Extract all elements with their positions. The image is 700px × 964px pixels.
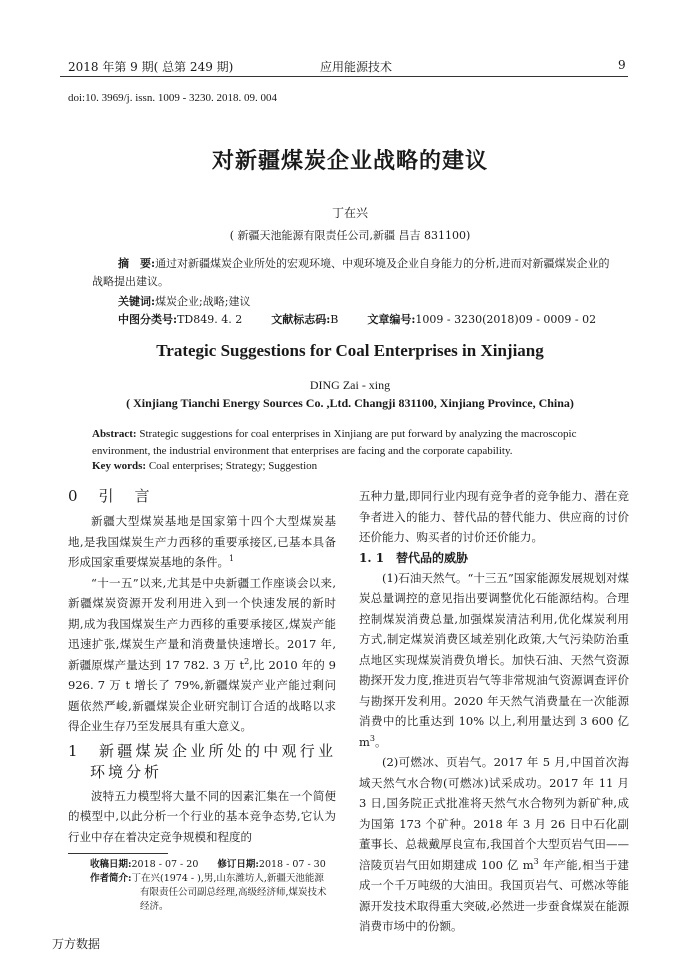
paragraph: 波特五力模型将大量不同的因素汇集在一个简便的模型中,以此分析一个行业的基本竞争态势,它认为行业中存在着决定竞争规模和程度的 bbox=[68, 788, 336, 844]
section-0-heading: 0 引 言 bbox=[68, 487, 153, 505]
abstract-en-text: Strategic suggestions for coal enterprises in Xinjiang are put forward by analyzing the macroscopic environment, the industrial environment that enterprises are facing and the corporate capability. bbox=[92, 428, 577, 457]
abstract-cn-label: 摘 要: bbox=[118, 257, 156, 270]
doi: doi:10. 3969/j. issn. 1009 - 3230. 2018. 09. 004 bbox=[68, 92, 278, 104]
rc-p1-text: (1)石油天然气。“十三五”国家能源发展规划对煤炭总量调控的意见指出要调整优化石能源结构。合理控制煤炭消费总量,加强煤炭清洁利用,优化煤炭利用方式,制定煤炭消费区域差别化政策,大气污染防治重点地区实现煤炭消费负增长。加快石油、天然气资源勘探开发力度,推进页岩气等非常规油气资源调查评价与勘探开发利用。2020 年天然气消费量在一次能源消费中的比重达到 10% 以上,利用量达到 3 600 亿 m bbox=[359, 570, 629, 749]
superscript: 3 bbox=[369, 733, 375, 743]
article-no-value: 1009 - 3230(2018)09 - 0009 - 02 bbox=[415, 313, 597, 326]
rc-p2-text: (2)可燃冰、页岩气。2017 年 5 月,中国首次海域天然气水合物(可燃冰)试采成功。2017 年 11 月 3 日,国务院正式批准将天然气水合物列为新矿种,成为国第 173 个矿种。2018 年 3 月 26 日中石化副董事长、总裁戴厚良宣布,我国首个大型页岩气田——涪陵页岩气田如期建成 100 亿 m bbox=[359, 755, 629, 872]
rc-p1-end: 。 bbox=[375, 734, 387, 749]
subsection-heading: 1. 1 替代品的威胁 bbox=[359, 550, 469, 565]
affiliation-en: ( Xinjiang Tianchi Energy Sources Co. ,Ltd. Changji 831100, Xinjiang Province, China) bbox=[126, 396, 574, 410]
author-en: DING Zai - xing bbox=[309, 378, 391, 392]
bio-text: 丁在兴(1974 - ),男,山东潍坊人,新疆天池能源 bbox=[131, 873, 324, 884]
affiliation-cn: ( 新疆天池能源有限责任公司,新疆 昌吉 831100) bbox=[229, 229, 471, 242]
sec0-p2-text-cont: ,比 2010 年的 9 926. 7 万 t 增长了 79%,新疆煤炭产业产能过剩问题依然严峻,新疆煤炭企业研究制订合适的战略以求得企业生存乃至发展具有重大意义。 bbox=[68, 657, 336, 733]
received-date: 2018 - 07 - 20 bbox=[131, 859, 199, 870]
superscript: 3 bbox=[533, 856, 539, 866]
abstract-cn-text: 通过对新疆煤炭企业所处的宏观环境、中观环境及企业自身能力的分析,进而对新疆煤炭企业的战略提出建议。 bbox=[92, 257, 610, 288]
bio-text: 有限责任公司副总经理,高级经济师,煤炭技术 bbox=[140, 887, 327, 898]
footnote bbox=[90, 858, 350, 914]
bio-label: 作者简介: bbox=[90, 873, 132, 884]
header-rule bbox=[60, 76, 628, 77]
paragraph: 五种力量,即同行业内现有竞争者的竞争能力、潜在竞争者进入的能力、替代品的替代能力、供应商的讨价还价能力、购买者的讨价还价能力。 bbox=[359, 489, 629, 544]
paragraph bbox=[68, 573, 336, 737]
keywords-cn bbox=[118, 293, 250, 309]
article-no-label: 文章编号: bbox=[367, 313, 416, 326]
paragraph bbox=[68, 511, 336, 573]
paragraph bbox=[359, 752, 629, 937]
rc-p2-text-cont: 年产能,相当于建成一个千万吨级的大油田。我国页岩气、可燃冰等能源开发技术取得重大突破,必然进一步蚕食煤炭在能源消费市场中的份额。 bbox=[359, 857, 630, 933]
bio-text: 经济。 bbox=[140, 901, 169, 912]
doc-code-label: 文献标志码: bbox=[271, 313, 331, 326]
keywords-en-text: Coal enterprises; Strategy; Suggestion bbox=[146, 460, 318, 472]
clc-label: 中图分类号: bbox=[118, 313, 178, 326]
abstract-en bbox=[92, 426, 618, 460]
revised-date: 2018 - 07 - 30 bbox=[258, 859, 326, 870]
footnote-rule bbox=[68, 853, 168, 854]
keywords-en-label: Key words: bbox=[92, 460, 147, 472]
keywords-cn-text: 煤炭企业;战略;建议 bbox=[155, 295, 251, 308]
page-number: 9 bbox=[618, 58, 626, 72]
journal-name: 应用能源技术 bbox=[320, 60, 393, 74]
title-cn: 对新疆煤炭企业战略的建议 bbox=[211, 148, 488, 174]
issue-info: 2018 年第 9 期( 总第 249 期) bbox=[68, 60, 234, 74]
left-column bbox=[68, 486, 336, 847]
keywords-cn-label: 关键词: bbox=[118, 295, 156, 308]
doc-code-value: B bbox=[330, 313, 339, 326]
abstract-cn bbox=[92, 255, 612, 291]
clc-value: TD849. 4. 2 bbox=[177, 313, 243, 326]
revised-label: 修订日期: bbox=[217, 859, 259, 870]
abstract-en-label: Abstract: bbox=[92, 428, 137, 440]
sec0-p2-text: “十一五”以来,尤其是中央新疆工作座谈会以来,新疆煤炭资源开发利用进入到一个快速发展的新时期,成为我国煤炭生产力西移的重要承接区,煤炭产能迅速扩张,煤炭生产量和消费量快速增长。2017 年,新疆原煤产量达到 17 782. 3 万 t bbox=[68, 575, 336, 672]
sec0-p1-text: 新疆大型煤炭基地是国家第十四个大型煤炭基地,是我国煤炭生产力西移的重要承接区,已基本具备形成国家重要煤炭基地的条件。 bbox=[68, 514, 336, 569]
superscript: 2 bbox=[244, 656, 250, 666]
title-en: Trategic Suggestions for Coal Enterprises in Xinjiang bbox=[156, 341, 544, 360]
classification-line bbox=[118, 311, 596, 327]
right-column bbox=[359, 486, 629, 937]
footer-brand: 万方数据 bbox=[52, 937, 101, 951]
reference-mark: 1 bbox=[229, 554, 235, 564]
received-label: 收稿日期: bbox=[90, 859, 132, 870]
section-1-heading: 1 新疆煤炭企业所处的中观行业环境分析 bbox=[68, 741, 336, 781]
paragraph bbox=[359, 568, 629, 753]
keywords-en bbox=[92, 460, 317, 472]
author-cn: 丁在兴 bbox=[331, 206, 368, 220]
